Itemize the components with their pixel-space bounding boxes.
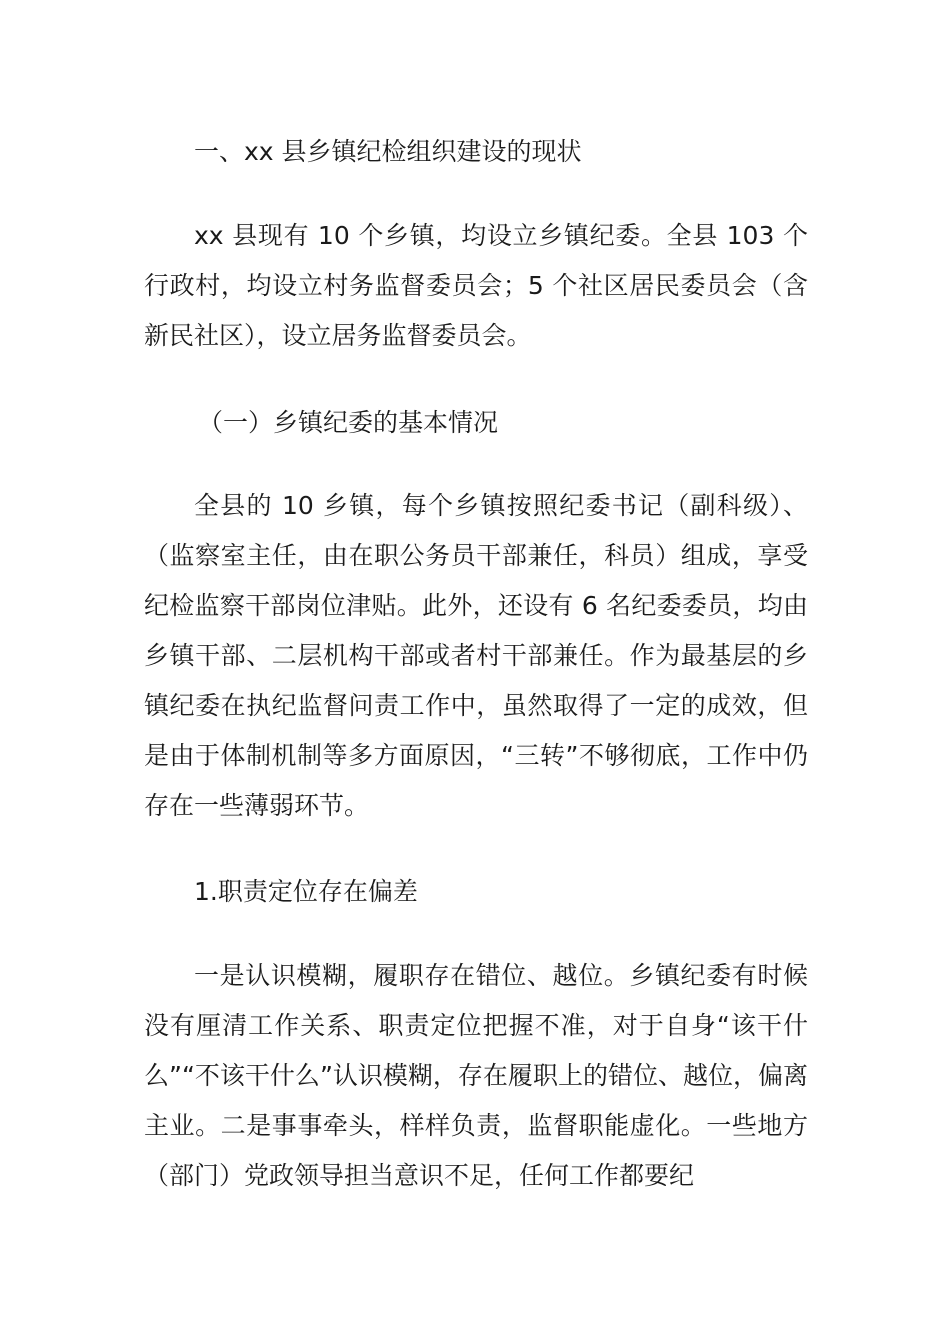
body-paragraph: 一是认识模糊，履职存在错位、越位。乡镇纪委有时候没有厘清工作关系、职责定位把握不准，对于自身“该干什么”“不该干什么”认识模糊，存在履职上的错位、越位，偏离主业。二是事事牵头，样样负责，监督职能虚化。一些地方（部门）党政领导担当意识不足，任何工作都要纪 bbox=[144, 961, 808, 1190]
item-heading: 1.职责定位存在偏差 bbox=[194, 877, 418, 906]
subsection-heading: （一）乡镇纪委的基本情况 bbox=[198, 408, 499, 437]
section-heading: 一、xx 县乡镇纪检组织建设的现状 bbox=[194, 137, 582, 166]
body-paragraph: 全县的 10 乡镇，每个乡镇按照纪委书记（副科级）、（监察室主任，由在职公务员干部兼任，科员）组成，享受纪检监察干部岗位津贴。此外，还设有 6 名纪委委员，均由乡镇干部、二层机构干部或者村干部兼任。作为最基层的乡镇纪委在执纪监督问责工作中，虽然取得了一定的成效，但是由于体制机制等多方面原因，“三转”不够彻底，工作中仍存在一些薄弱环节。 bbox=[144, 491, 808, 820]
body-paragraph: xx 县现有 10 个乡镇，均设立乡镇纪委。全县 103 个行政村，均设立村务监督委员会；5 个社区居民委员会（含新民社区），设立居务监督委员会。 bbox=[144, 221, 808, 350]
